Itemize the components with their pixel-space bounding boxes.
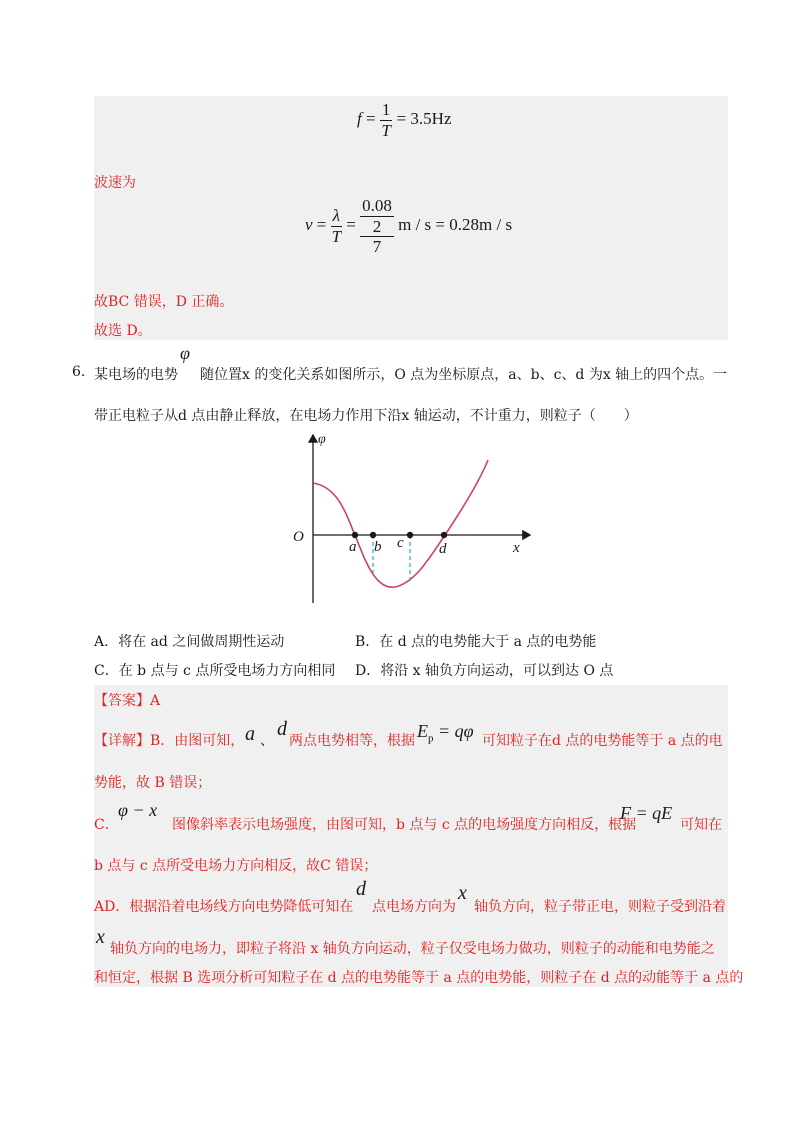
option-b: B．在 d 点的电势能大于 a 点的电势能 bbox=[355, 634, 597, 650]
conclusion-line-2: 故选 D。 bbox=[94, 323, 152, 339]
option-a: A．将在 ad 之间做周期性运动 bbox=[94, 634, 285, 650]
label-d: d bbox=[439, 541, 447, 557]
wave-speed-label: 波速为 bbox=[94, 175, 136, 191]
detail-text-2: 可知粒子在d 点的电势能等于 a 点的电 bbox=[482, 733, 723, 749]
question-text-part1: 某电场的电势 bbox=[94, 367, 178, 383]
c-text-2: 可知在 bbox=[680, 817, 722, 833]
ad-line-3: 和恒定，根据 B 选项分析可知粒子在 d 点的电势能等于 a 点的电势能，则粒子在 d 点的动能等于 a 点的 bbox=[94, 970, 744, 986]
phi-symbol: φ bbox=[180, 343, 190, 363]
ad-label: AD．根据沿着电场线方向电势降低可知在 bbox=[94, 899, 354, 915]
option-d: D．将沿 x 轴负方向运动，可以到达 O 点 bbox=[355, 663, 614, 679]
ad-x-symbol-2: x bbox=[96, 926, 105, 948]
ad-d-symbol: d bbox=[356, 878, 366, 900]
phi-x-graph bbox=[280, 425, 540, 605]
fraction-lambda-over-T: $\frac{\lambda}{T}$ bbox=[331, 206, 342, 246]
detail-line-2: 势能，故 B 错误； bbox=[94, 775, 212, 791]
point-b bbox=[370, 532, 376, 538]
option-c: C．在 b 点与 c 点所受电场力方向相同 bbox=[94, 663, 336, 679]
c-text-1: 图像斜率表示电场强度，由图可知，b 点与 c 点的电场强度方向相反，根据 bbox=[172, 817, 637, 833]
label-c: c bbox=[397, 535, 404, 551]
ad-line-2: 轴负方向的电场力，即粒子将沿 x 轴负方向运动，粒子仅受电场力做功，则粒子的动能和电势能之 bbox=[110, 941, 715, 957]
point-a bbox=[352, 532, 358, 538]
formula-ep: $E_p = q\varphi$ bbox=[417, 721, 474, 745]
point-d bbox=[441, 532, 447, 538]
conclusion-line-1: 故BC 错误，D 正确。 bbox=[94, 294, 234, 310]
c-line-2: b 点与 c 点所受电场力方向相反，故C 错误； bbox=[94, 858, 378, 874]
origin-label: O bbox=[293, 529, 304, 545]
c-label: C． bbox=[94, 817, 119, 833]
y-axis-label: φ bbox=[318, 432, 326, 447]
wave-speed-formula: v = $\frac{\lambda}{T}$ = 0.08 2 7 m / s = 0.28m / s bbox=[305, 196, 513, 257]
label-b: b bbox=[374, 539, 382, 555]
ad-text-1: 点电场方向为 bbox=[372, 899, 456, 915]
phi-minus-x: φ − x bbox=[118, 800, 158, 820]
frequency-formula: f = $\frac{1}{T}$ = 3.5Hz bbox=[357, 100, 452, 140]
detail-text-1: 两点电势相等，根据 bbox=[289, 733, 415, 749]
ad-x-symbol: x bbox=[458, 882, 467, 904]
formula-f: F = qE bbox=[620, 803, 673, 823]
point-c bbox=[407, 532, 413, 538]
x-axis-label: x bbox=[513, 540, 520, 556]
answer-label: 【答案】A bbox=[94, 693, 161, 709]
question-text-line2: 带正电粒子从d 点由静止释放，在电场力作用下沿x 轴运动，不计重力，则粒子（ ） bbox=[94, 408, 638, 424]
symbol-d: d bbox=[277, 718, 287, 740]
question-text-part2: 随位置x 的变化关系如图所示，O 点为坐标原点，a、b、c、d 为x 轴上的四个点。一 bbox=[200, 367, 728, 383]
fraction-0.08-over-2-7: 0.08 2 7 bbox=[362, 196, 392, 257]
label-a: a bbox=[349, 539, 357, 555]
detail-label: 【详解】B．由图可知， bbox=[94, 733, 245, 749]
phi-curve bbox=[313, 460, 488, 587]
symbol-a: a bbox=[245, 723, 255, 745]
question-number: 6. bbox=[72, 364, 86, 380]
separator: 、 bbox=[260, 733, 274, 749]
ad-text-2: 轴负方向，粒子带正电，则粒子受到沿着 bbox=[474, 899, 726, 915]
fraction-1-over-T: $\frac{1}{T}$ bbox=[381, 100, 391, 140]
